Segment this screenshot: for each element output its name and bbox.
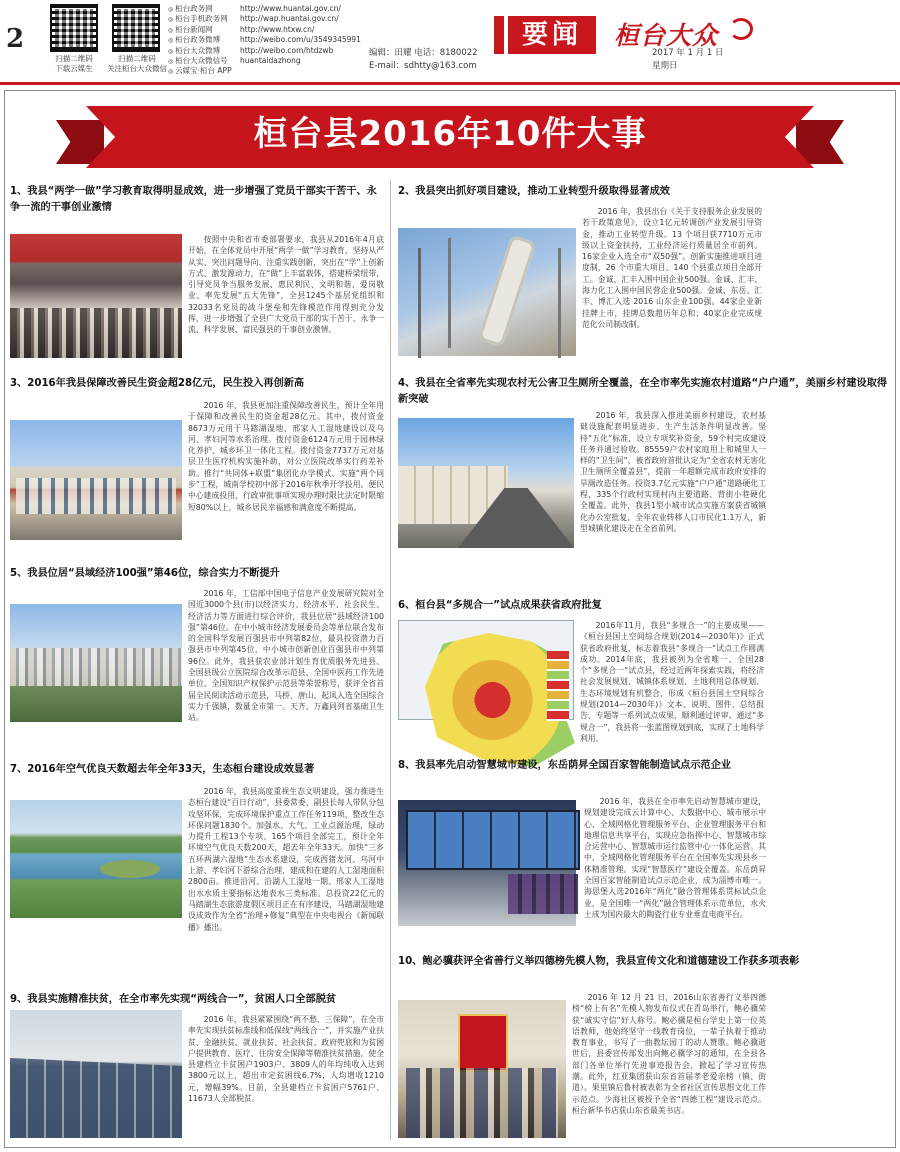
article-2 xyxy=(398,184,888,200)
article-6 xyxy=(398,598,888,614)
article-body: 2016 年，我县在全市率先启动智慧城市建设，规划建设完成云计算中心、大数据中心、城市展示中心、全域网格化管理服务平台、企业管理服务平台和地理信息共享平台，实现应急指挥中心、智慧城市综合运营中心、智慧城市运行监管中心一体化运营。其中，全域网格化管理服务平台在全国率先实现县乡一体精准管理。实现“智慧医疗”建设全覆盖。东岳荫昇全国百家智能制造试点示范企业，成为淄博市唯一。海思堡入选2016年“两化”融合管理体系贯标试点企业，是全国唯一“两化”融合管理体系示范单位，水火土成为国内最大的陶瓷行业专业垂直电商平台。 xyxy=(584,797,766,919)
date-text: 2017 年 1 月 1 日 xyxy=(652,48,724,58)
section-label: 要闻 xyxy=(508,16,596,54)
page-number: 2 xyxy=(6,24,25,54)
article-9 xyxy=(10,992,386,1008)
article-5 xyxy=(10,566,386,582)
article-body: 2016 年，我县更加注重保障改善民生，预计全年用于保障和改善民生的资金超28亿元。其中，拨付资金8673万元用于马踏湖湿地、邢家人工湿地建设以及乌河、孝妇河等水系治理。拨付资金6124万元用于园林绿化养护、城乡环卫一体化工程。拨付资金7737万元对基层卫生医疗机构实施补助，对公立医院改革实行药差补助。推行“共同体+联盟”集团化办学模式，实施“两个同步”工程，城南学校初中部于2016年秋季开学投用。便民中心建成投用，行政审批事项实现办理时限比法定时限缩短80%以上，城乡居民幸福感和满意度不断提高。 xyxy=(188,401,384,512)
media-link[interactable]: ◎ 桓台手机政务网 http://wap.huantai.gov.cn/ xyxy=(168,14,361,24)
article-8-photo xyxy=(398,800,576,926)
article-1 xyxy=(10,184,386,216)
article-6-map xyxy=(398,620,574,720)
article-10-text xyxy=(572,992,884,1142)
article-title: 6、桓台县“多规合一”试点成果获省政府批复 xyxy=(398,600,602,611)
article-1-photo xyxy=(10,234,182,358)
article-body: 2016 年，工信部中国电子信息产业发展研究院对全国近3000个县(市)以经济实力、经济水平、社会民生、经济活力等方面进行综合评价，我县位居“县域经济100强”第46位。在中小城市经济发展委员会等单位联合发布的全国科学发展百强县市中列第82位，最具投资潜力百强县市中列第45位，中小城市创新创业百强县市中列第96位。此外，我县获农业部计划生育优质服务先进县、全国县级公立医院综合改革示范县、全国中医药工作先进单位、全国知识产权保护示范县等荣誉称号，获评全省首届全民阅读活动示范县，马桥、唐山、起凤入选全国综合实力千强镇，数量全市第一。天齐、万鑫同列省基础卫生站。 xyxy=(188,589,384,723)
column-divider xyxy=(390,180,391,1140)
article-title: 9、我县实施精准扶贫，在全市率先实现“两线合一”，贫困人口全部脱贫 xyxy=(10,994,337,1005)
article-3 xyxy=(10,376,386,392)
qr-code-wechat xyxy=(112,4,160,52)
media-link[interactable]: ◎ 桓台政务网 http://www.huantai.gov.cn/ xyxy=(168,4,361,14)
article-1-text xyxy=(188,234,384,364)
masthead xyxy=(0,0,900,82)
article-title: 1、我县“两学一做”学习教育取得明显成效，进一步增强了党员干部实干苦干、永争一流的干事创业激情 xyxy=(10,186,377,213)
article-title: 3、2016年我县保障改善民生资金超28亿元，民生投入再创新高 xyxy=(10,378,305,389)
editor-email: E-mail：sdhtty@163.com xyxy=(369,61,477,71)
weekday-text: 星期日 xyxy=(652,61,678,71)
article-3-text xyxy=(188,400,384,556)
article-4-text xyxy=(580,410,766,586)
article-title: 5、我县位居“县域经济100强”第46位，综合实力不断提升 xyxy=(10,568,280,579)
article-8-text xyxy=(584,796,766,946)
article-7 xyxy=(10,762,386,778)
article-5-photo xyxy=(10,604,182,722)
headline-banner xyxy=(56,106,844,168)
article-title: 4、我县在全省率先实现农村无公害卫生厕所全覆盖，在全市率先实施农村道路“户户通”，美丽乡村建设取得新突破 xyxy=(398,378,888,405)
article-4-photo xyxy=(398,418,574,548)
media-link: ◎ 桓台大众微信号 huantaidazhong xyxy=(168,56,361,66)
article-6-text xyxy=(580,620,764,743)
banner-title: 桓台县2016年10件大事 xyxy=(253,114,647,154)
article-body: 按照中央和省市委部署要求，我县从2016年4月底开始，在全体党员中开展“两学一做”学习教育，坚持从严从实、突出问题导向、注重实践创新，突出在“学”上创新方式、激发源动力，在“做”上丰富载体，搭建桥梁纽带，引导党员争当服务发展、惠民利民、文明和谐、爱岗敬业、率先发展“五大先锋”，全县1245个基层党组织和32033名党员的战斗堡垒和先锋模范作用得到充分发挥，进一步增强了全县广大党员干部的实干苦干、永争一流、科学发展、富民强县的干事创业激情。 xyxy=(188,235,384,335)
qr-code-app xyxy=(50,4,98,52)
media-link[interactable]: ◎ 桓台大众微博 http://weibo.com/htdzwb xyxy=(168,46,361,56)
article-body: 2016年11月，我县“多规合一”的主要成果——《桓台县国土空间综合规划(2014—2030年)》正式获省政府批复，标志着我县“多规合一”试点工作圆满成功。2014年底，我县被列为全省唯一、全国28个“多规合一”试点县，经过近两年探索实践，将经济社会发展规划、城镇体系规划、土地利用总体规划、生态环境规划有机整合，形成《桓台县国土空间综合规划(2014—2030年)》文本、说明、图件、总结报告、专题等一系列试点成果，顺利通过评审。通过“多规合一”，我县将一张蓝图规划到底，实现了土地科学利用。 xyxy=(580,621,764,743)
paper-logo: 桓台大众 xyxy=(614,21,719,50)
article-10-photo xyxy=(398,1000,566,1138)
editor-info xyxy=(369,47,478,73)
article-7-photo xyxy=(10,800,182,918)
map-legend xyxy=(547,651,569,721)
article-title: 7、2016年空气优良天数超去年全年33天，生态桓台建设成效显著 xyxy=(10,764,315,775)
paper-logo-icon xyxy=(729,18,753,40)
article-body: 2016 年，我县出台《关于支持服务企业发展的若干政策意见》，设立1亿元转调创产业发展引导资金，推动工业转型升级。13 个项目获7710万元市级以上资金扶持，工业经济运行质量居全市前列。16家企业入选全市“双50强”。创新实施推进项目进度制，26 个市重大项目、140 个县重点项目全部开工。金诚、汇丰入围中国企业500强。金诚、汇丰、海力化工入围中国民营企业500强。金诚、东岳、汇丰、博汇入选 2016 山东企业100强。44家企业新挂牌上市，挂牌总数超历年总和；40家企业完成规范化公司制改制。 xyxy=(582,207,762,329)
article-title: 2、我县突出抓好项目建设，推动工业转型升级取得显著成效 xyxy=(398,186,670,197)
qr-caption-app: 扫描二维码 下载云媒生 xyxy=(55,54,93,73)
article-9-photo xyxy=(10,1010,182,1138)
article-title: 8、我县率先启动智慧城市建设，东岳荫昇全国百家智能制造试点示范企业 xyxy=(398,760,732,771)
media-link[interactable]: ◎ 桓台新闻网 http://www.htxw.cn/ xyxy=(168,25,361,35)
article-9-text xyxy=(188,1014,384,1136)
media-link[interactable]: ◎ 桓台政务微博 http://weibo.com/u/3549345991 xyxy=(168,35,361,45)
article-body: 2016 年，我县紧紧围绕“两不愁、三保障”，在全市率先实现扶贫标准线和低保线“两线合一”，并实施产业扶贫、金融扶贫、就业扶贫、社会扶贫、政府兜底和为贫困户提供教育、医疗、住房安全保障等精准扶贫措施，使全县建档立卡贫困户1903户、3809人的年均纯收入达到3800元以上，超出市定贫困线6.7%；人均增收1210元，增幅39%。目前，全县建档立卡贫困户5761户、11673人全部脱贫。 xyxy=(188,1015,384,1104)
article-3-photo xyxy=(10,420,182,540)
article-body: 2016 年，我县深入推进美丽乡村建设，农村基础设施配套明显进步、生产生活条件明显改善。坚持“五化”标准，设立专项奖补资金，59个村完成建设任务并通过验收。85559户农村家庭用上和城里人一样的“卫生间”，被省政府首批认定为“全省农村无害化卫生厕所全覆盖县”，提前一年超额完成市政府安排的旱厕改造任务。投资3.7亿元实施“户户通”道路硬化工程，335个行政村实现村内主要道路、背街小巷硬化全覆盖。此外，我县1型小城市试点实施方案获省城镇化办公室批复，全年农业转移人口市民化1.1万人，新型城镇化建设走在全省前列。 xyxy=(580,411,766,533)
article-2-photo xyxy=(398,228,576,356)
issue-date xyxy=(652,47,723,73)
media-links xyxy=(168,4,361,77)
article-8 xyxy=(398,758,888,774)
media-link: ◎ 云媒宝·桓台 APP xyxy=(168,66,361,76)
article-7-text xyxy=(188,786,384,982)
article-body: 2016 年 12 月 21 日，2016山东省善行义举四德榜“榜上有名”先模人物发布仪式在青岛举行，鲍必骥荣获“诚实守信”好人称号。鲍必骥是桓台学史上第一位英语教师，他始终坚守一线教育岗位，一辈子执着于推动教育事业，书写了一曲教坛园丁的动人赞歌。鲍必骥逝世后，县委宣传部发出向鲍必骥学习的通知，在全县各部门各单位举行先进事迹报告会，掀起了学习宣传热潮。此外，红亚集团获山东省首届孝老爱亲榜（镇、街道）。果里镇后鲁村被表彰为全省社区宣传思想文化工作示范点。少海社区被授予全省“四德工程”建设示范点。桓台新华书店获山东省最美书店。 xyxy=(572,993,766,1115)
article-2-text xyxy=(582,206,886,370)
masthead-rule xyxy=(0,82,900,85)
article-10 xyxy=(398,954,888,970)
article-4 xyxy=(398,376,888,408)
qr-caption-wechat: 扫描二维码 关注桓台大众微信 xyxy=(107,54,167,73)
article-body: 2016 年，我县高度重视生态文明建设，强力推进生态桓台建设“百日行动”，县委常委、副县长每人带队分包攻坚环保，完成环境保护重点工作任务119项，整改生态环保问题1830个。加强水、大气、工业点源治理，绿动力提升工程13个专项、165个项目全部完工，预计全年环境空气优良天数200天，超去年全年33天。加快“三乡五环两湖六湿地”生态水系建设，完成西猪龙河、乌河中上游、孝妇河下游综合治理，建成和在建的人工湿地面积2800亩。推进沿河、沿湖人工湿地一期、邢家人工湿地出水水质主要指标达地表水三类标准。总投资22亿元的马踏湖生态旅游度假区项目正在有序建设，马踏湖湿地建设成效作为全省“治理+修复”典型在中央电视台《新闻联播》播出。 xyxy=(188,787,384,932)
editor-line: 编辑：田耀 电话：8180022 xyxy=(369,48,478,58)
article-5-text xyxy=(188,588,384,752)
article-title: 10、鲍必骥获评全省善行义举四德榜先模人物，我县宣传文化和道德建设工作获多项表彰 xyxy=(398,956,800,967)
